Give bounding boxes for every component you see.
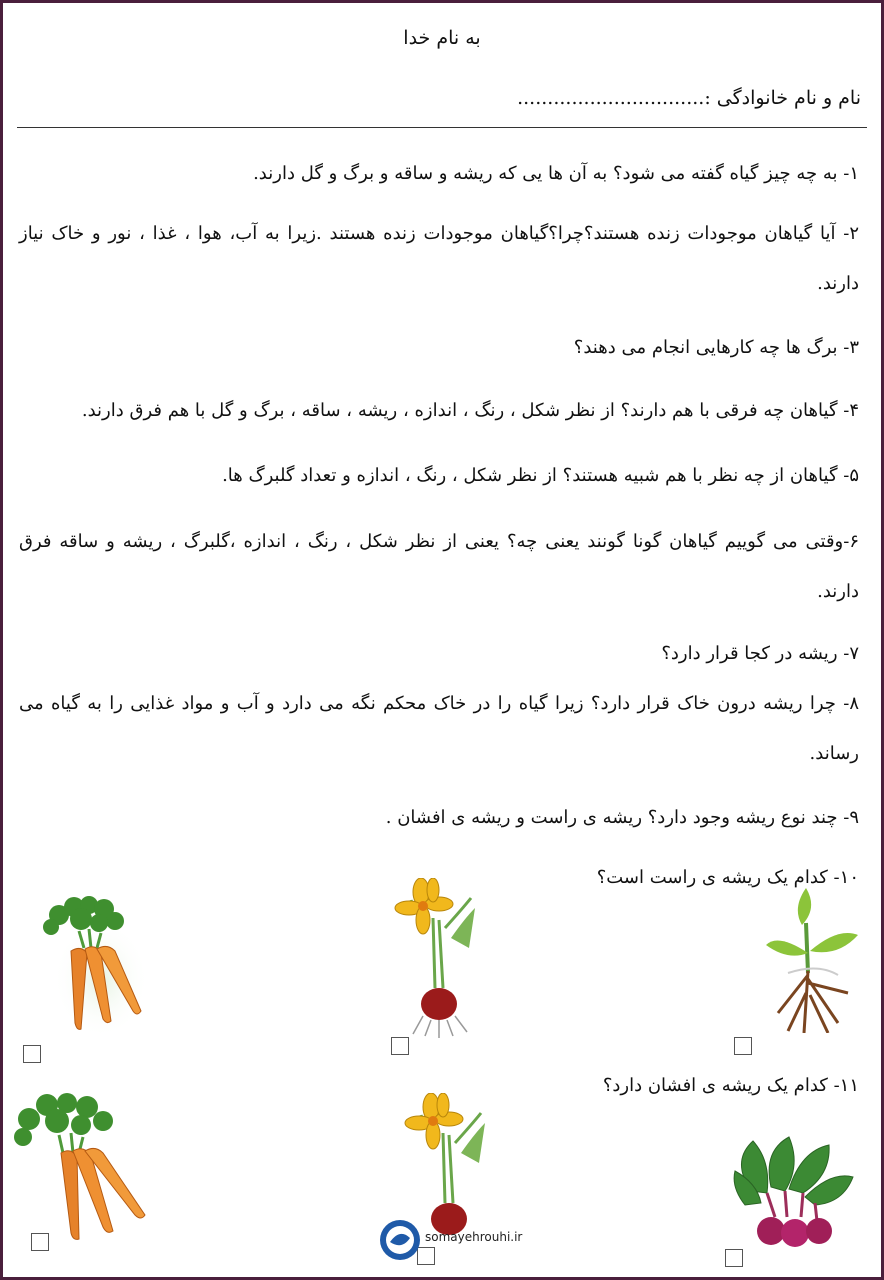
option-checkbox-carrot-q10[interactable] (23, 1045, 41, 1063)
question-3: ۳- برگ ها چه کارهایی انجام می دهند؟ (573, 337, 859, 358)
question-11: ۱۱- کدام یک ریشه ی افشان دارد؟ (602, 1075, 859, 1096)
taproot-plant-image (758, 883, 868, 1033)
option-checkbox-beet-q11[interactable] (725, 1249, 743, 1267)
question-10: ۱۰- کدام یک ریشه ی راست است؟ (596, 867, 859, 888)
website-watermark[interactable]: somayehrouhi.ir (425, 1230, 523, 1244)
option-checkbox-bulb-q10[interactable] (391, 1037, 409, 1055)
question-6: ۶-وقتی می گوییم گیاهان گونا گونند یعنی چه؟ یعنی از نظر شکل ، رنگ ، اندازه ،گلبرگ ، ریشه و ساقه فرق دارند. (19, 531, 860, 602)
carrot-plant-image-a (29, 893, 149, 1033)
name-field[interactable]: نام و نام خانوادگی :............................... (517, 87, 861, 109)
site-logo-icon (378, 1218, 422, 1262)
option-checkbox-carrot-q11[interactable] (31, 1233, 49, 1251)
question-2: ۲- آیا گیاهان موجودات زنده هستند؟چرا؟گیاهان موجودات زنده هستند .زیرا به آب، هوا ، غذا ، نور و خاک نیاز دارند. (19, 223, 859, 294)
question-1: ۱- به چه چیز گیاه گفته می شود؟ به آن ها یی که ریشه و ساقه و برگ و گل دارند. (253, 163, 859, 184)
question-7: ۷- ریشه در کجا قرار دارد؟ (661, 643, 859, 664)
bulb-flower-image-a (393, 878, 483, 1038)
question-8: ۸- چرا ریشه درون خاک قرار دارد؟ زیرا گیاه را در خاک محکم نگه می دارد و آب و مواد غذایی را به گیاه می رساند. (19, 693, 859, 764)
carrot-plant-image-b (11, 1091, 146, 1241)
beet-plant-image (731, 1131, 856, 1256)
question-4: ۴- گیاهان چه فرقی با هم دارند؟ از نظر شکل ، رنگ ، اندازه ، ریشه ، ساقه ، برگ و گل با هم فرق دارند. (81, 400, 859, 421)
option-checkbox-taproot-q10[interactable] (734, 1037, 752, 1055)
question-9: ۹- چند نوع ریشه وجود دارد؟ ریشه ی راست و ریشه ی افشان . (385, 807, 859, 828)
page-title: به نام خدا (403, 27, 481, 49)
header-divider (17, 127, 867, 128)
question-5: ۵- گیاهان از چه نظر با هم شبیه هستند؟ از نظر شکل ، رنگ ، اندازه و تعداد گلبرگ ها. (222, 465, 859, 486)
